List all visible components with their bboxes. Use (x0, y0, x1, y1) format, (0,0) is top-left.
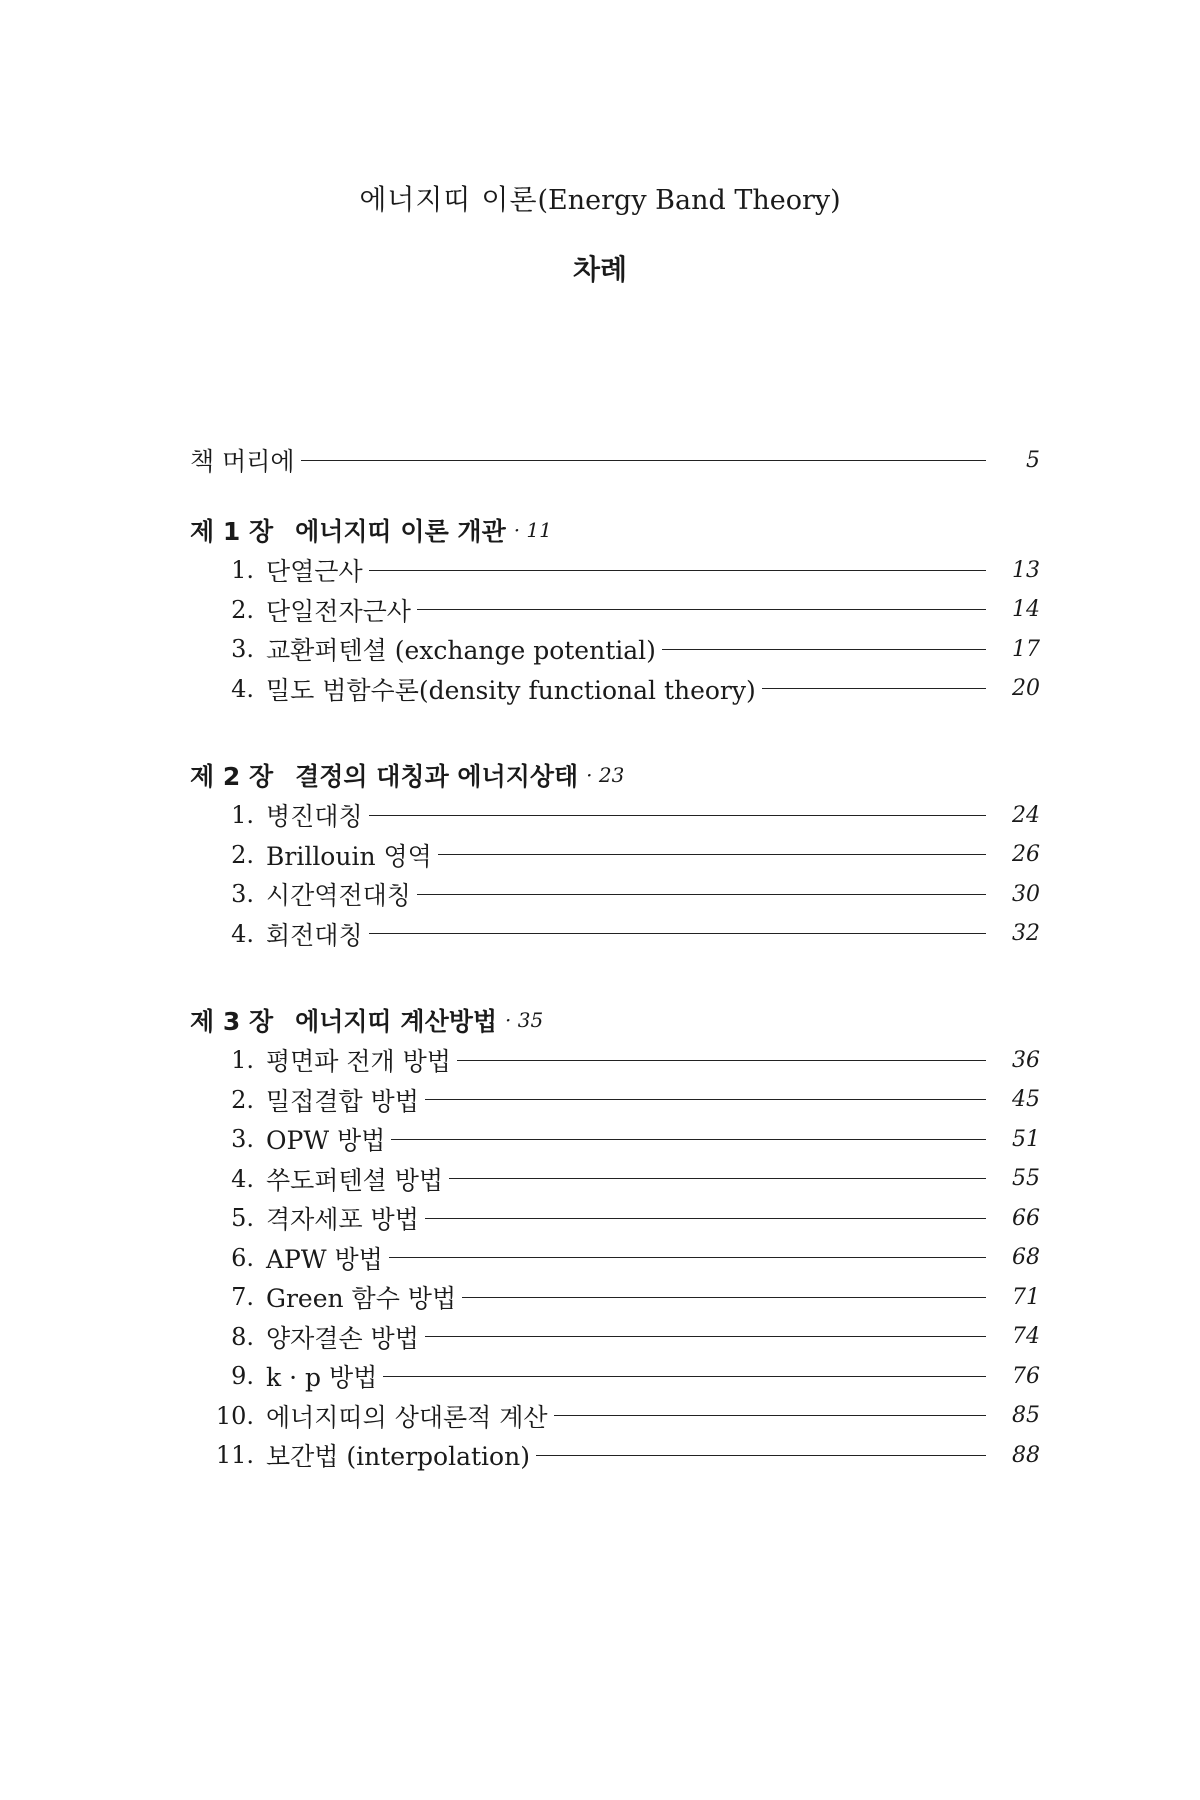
toc-entry-number: 2. (231, 595, 254, 624)
dot-leader (389, 1257, 986, 1258)
toc-entry-preface (190, 440, 1040, 480)
toc-entry-page: 14 (1012, 597, 1040, 622)
toc-entry-page: 17 (1012, 636, 1040, 662)
dot-leader (662, 649, 986, 650)
dot-leader (462, 1297, 986, 1298)
dot-leader (449, 1178, 986, 1179)
toc-entry-label: 에너지띠의 상대론적 계산 (266, 1402, 548, 1432)
toc-entry-label: 회전대칭 (266, 920, 363, 950)
toc-entry-number: 4. (231, 919, 254, 948)
chapter-heading (190, 755, 1040, 795)
toc-entry-label: 밀접결합 방법 (266, 1086, 419, 1116)
chapter-heading (190, 1000, 1040, 1040)
toc-entry-number: 11. (215, 1441, 254, 1469)
toc-entry (190, 1238, 1040, 1278)
toc-entry (190, 1356, 1040, 1396)
toc-entry-page: 51 (1012, 1126, 1040, 1152)
toc-entry-label: Green 함수 방법 (266, 1284, 457, 1313)
dot-leader (369, 570, 986, 571)
toc-entry-label: 시간역전대칭 (266, 881, 411, 910)
dot-leader (438, 854, 986, 855)
dot-leader (425, 1218, 986, 1219)
toc-entry-label: 밀도 범함수론(density functional theory) (266, 675, 756, 705)
dot-leader (369, 933, 986, 934)
toc-entry-number: 1. (231, 1046, 254, 1074)
toc-entry (190, 835, 1040, 875)
toc-entry-label: 병진대칭 (266, 802, 363, 831)
toc-entry-page: 74 (1012, 1324, 1040, 1349)
toc-entry (190, 914, 1040, 954)
toc-entry (190, 1119, 1040, 1159)
dot-leader (301, 460, 986, 461)
dot-leader (417, 894, 986, 895)
chapter-page: · 35 (505, 1008, 544, 1032)
toc-entry (190, 1080, 1040, 1120)
dot-leader (457, 1060, 986, 1061)
toc-entry-number: 3. (231, 635, 254, 663)
toc-entry-page: 24 (1012, 802, 1040, 828)
toc-entry (190, 1435, 1040, 1475)
chapter-page: · 11 (513, 518, 552, 542)
toc-entry-number: 1. (231, 801, 254, 829)
toc-entry-label: 격자세포 방법 (266, 1205, 419, 1234)
toc-entry-number: 8. (231, 1322, 254, 1351)
toc-entry (190, 1396, 1040, 1436)
toc-entry-page: 55 (1012, 1166, 1040, 1191)
dot-leader (417, 609, 986, 610)
toc-entry-page: 85 (1012, 1403, 1040, 1428)
toc-entry-page: 76 (1012, 1363, 1040, 1389)
toc-entry-label: k · p 방법 (266, 1363, 378, 1392)
chapter-page: · 23 (586, 763, 625, 787)
toc-entry (190, 1198, 1040, 1238)
toc-entry-number: 4. (231, 674, 254, 703)
toc-entry-page: 66 (1012, 1205, 1040, 1231)
toc-entry-number: 1. (231, 556, 254, 584)
chapter-number: 제 2 장 (190, 762, 274, 791)
toc-entry (190, 669, 1040, 709)
toc-entry-number: 10. (215, 1401, 254, 1430)
dot-leader (391, 1139, 986, 1140)
chapter-number: 제 1 장 (190, 517, 274, 546)
toc-entry (190, 629, 1040, 669)
toc-entry-label: 쑤도퍼텐셜 방법 (266, 1165, 443, 1195)
toc-entry (190, 795, 1040, 835)
toc-entry-page: 88 (1012, 1442, 1040, 1468)
toc-entry-page: 26 (1012, 842, 1040, 867)
toc-entry-label: 단일전자근사 (266, 596, 411, 626)
toc-entry-page: 45 (1012, 1087, 1040, 1112)
toc-entry (190, 1277, 1040, 1317)
contents-heading: 차례 (572, 253, 628, 286)
toc-entry-number: 2. (231, 1085, 254, 1114)
toc-entry (190, 1317, 1040, 1357)
toc-entry-page: 68 (1012, 1245, 1040, 1270)
toc-entry-page: 32 (1012, 921, 1040, 946)
toc-entry (190, 590, 1040, 630)
dot-leader (554, 1415, 986, 1416)
toc-entry-label: 양자결손 방법 (266, 1323, 419, 1353)
toc-entry-number: 6. (231, 1243, 254, 1272)
toc-entry-label: 단열근사 (266, 557, 363, 586)
toc-entry-number: 5. (231, 1204, 254, 1232)
toc-entry-page: 71 (1012, 1284, 1040, 1310)
toc-entry (190, 1159, 1040, 1199)
dot-leader (425, 1336, 986, 1337)
toc-entry-label: 교환퍼텐셜 (exchange potential) (266, 636, 656, 665)
toc-entry (190, 874, 1040, 914)
chapter-title: 에너지띠 이론 개관 (295, 517, 506, 546)
toc-entry (190, 550, 1040, 590)
toc-entry-label: OPW 방법 (266, 1126, 386, 1155)
chapter-number: 제 3 장 (190, 1007, 274, 1036)
toc-entry-label: Brillouin 영역 (266, 841, 432, 871)
title-english: (Energy Band Theory) (537, 185, 841, 216)
toc-entry-page: 13 (1012, 557, 1040, 583)
toc-entry-number: 3. (231, 1125, 254, 1153)
toc-entry-label: 평면파 전개 방법 (266, 1047, 451, 1076)
toc-entry-page: 30 (1012, 881, 1040, 907)
chapter-heading (190, 510, 1040, 550)
toc-entry-page: 36 (1012, 1047, 1040, 1073)
dot-leader (536, 1455, 986, 1456)
chapter-title: 에너지띠 계산방법 (295, 1007, 498, 1036)
toc-entry-label: 보간법 (interpolation) (266, 1442, 530, 1471)
toc-entry-number: 3. (231, 880, 254, 908)
document-title (0, 178, 1200, 218)
dot-leader (425, 1099, 986, 1100)
toc-entry-number: 2. (231, 840, 254, 869)
toc-entry-page: 5 (1026, 447, 1040, 473)
dot-leader (383, 1376, 986, 1377)
toc-entry (190, 1040, 1040, 1080)
toc-entry-number: 9. (231, 1362, 254, 1390)
dot-leader (762, 688, 986, 689)
title-korean: 에너지띠 이론 (359, 183, 538, 216)
toc-entry-number: 4. (231, 1164, 254, 1193)
chapter-title: 결정의 대칭과 에너지상태 (295, 762, 579, 791)
toc-entry-number: 7. (231, 1283, 254, 1311)
toc-entry-label: APW 방법 (266, 1244, 383, 1274)
dot-leader (369, 815, 986, 816)
toc-entry-label: 책 머리에 (190, 447, 295, 476)
toc-entry-page: 20 (1012, 676, 1040, 701)
